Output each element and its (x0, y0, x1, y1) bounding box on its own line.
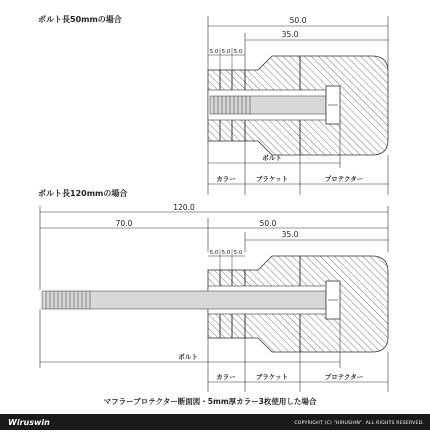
section1-collar-dim-3: 5.0 (233, 49, 243, 55)
section2-bolt-label: ボルト (178, 353, 198, 361)
section2-dim-total-text: 120.0 (173, 203, 195, 212)
section2-collar-dim-1: 5.0 (209, 250, 219, 256)
section1-dim-protector-text: 35.0 (281, 30, 299, 39)
section1-collar-dim-2: 5.0 (221, 49, 231, 55)
copyright-text: COPYRIGHT (C) "HIRUSHIN". ALL RIGHTS RESERVED. (294, 421, 424, 426)
section1-protector-label: プロテクター (324, 175, 364, 183)
section2-collar-label: カラー (216, 373, 236, 381)
section2-dim-shaft-text: 70.0 (115, 219, 133, 228)
diagram-caption: マフラープロテクター断面図・5mm厚カラー3枚使用した場合 (103, 397, 317, 406)
section1-bracket-label: ブラケット (255, 175, 289, 183)
section2-dim-protector-text: 35.0 (281, 230, 299, 239)
section1-collar-dim-1: 5.0 (209, 49, 219, 55)
section2-dim-overall-text: 50.0 (259, 219, 277, 228)
brand-logo: Wiruswin (8, 418, 50, 427)
section1-bolt-label: ボルト (262, 154, 282, 162)
section1-dim-overall-text: 50.0 (289, 16, 307, 25)
section2-bolt (42, 291, 326, 309)
section2-dim-protector (245, 232, 388, 252)
section1-bolt (210, 96, 326, 114)
section2-title: ボルト長120mmの場合 (38, 189, 128, 198)
section1-title: ボルト長50mmの場合 (38, 15, 122, 24)
section2-bracket-label: ブラケット (255, 373, 289, 381)
section2-protector-label: プロテクター (324, 373, 364, 381)
section2-collar-dim-3: 5.0 (233, 250, 243, 256)
section1-collar-label: カラー (216, 175, 236, 183)
section2-collar-dim-2: 5.0 (221, 250, 231, 256)
